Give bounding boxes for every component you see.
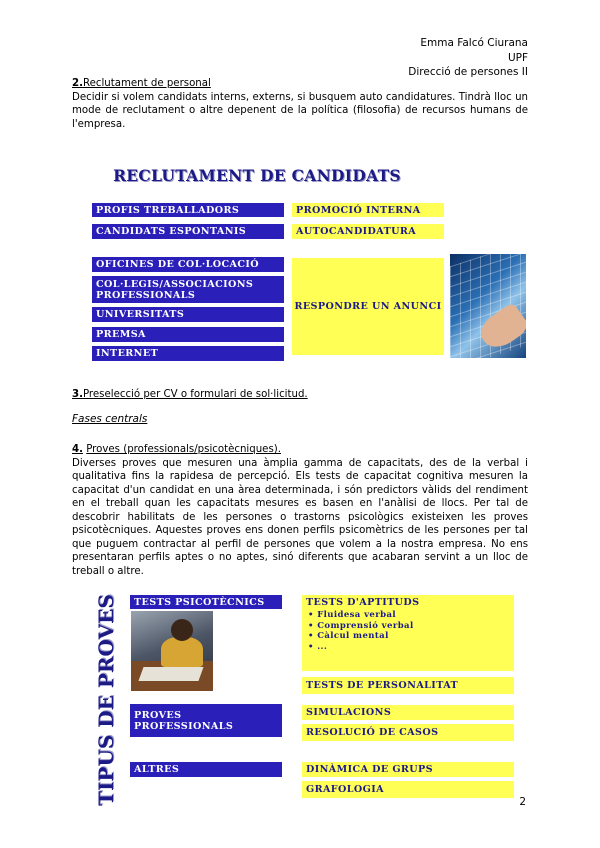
- document-header: [408, 36, 528, 80]
- aptituds-title: TESTS D'APTITUDS: [306, 597, 420, 608]
- yellow-box-dinamica: DINÀMICA DE GRUPS: [302, 762, 514, 777]
- yellow-box-grafologia: GRAFOLOGIA: [302, 781, 514, 798]
- section-2-number: 2.: [72, 78, 83, 89]
- blue-box-col-legis: COL·LEGIS/ASSOCIACIONS PROFESSIONALS: [92, 276, 284, 303]
- yellow-box-respondre: RESPONDRE UN ANUNCI: [292, 258, 444, 355]
- course-name: Direcció de persones II: [408, 66, 528, 78]
- blue-box-oficines: OFICINES DE COL·LOCACIÓ: [92, 257, 284, 272]
- yellow-box-personalitat: TESTS DE PERSONALITAT: [302, 677, 514, 694]
- section-4-title: Proves (professionals/psicotècniques).: [86, 444, 281, 455]
- section-4: [72, 443, 528, 578]
- pointing-hand-image: [450, 254, 526, 358]
- section-2-text: Decidir si volem candidats interns, externs, si busquem auto candidatures. Tindrà lloc un mode de reclutament o altre depenent de la política (filosofia) de recursos humans de l'empresa.: [72, 91, 528, 130]
- section-2-title: Reclutament de personal: [82, 78, 211, 89]
- section-4-heading: [72, 443, 528, 457]
- blue-box-tests-psicotecnics: TESTS PSICOTÈCNICS: [130, 595, 282, 609]
- person-body-shape: [161, 637, 203, 667]
- aptituds-list-item: • Fluidesa verbal: [308, 610, 414, 621]
- blue-box-premsa: PREMSA: [92, 327, 284, 342]
- vertical-title-wrapper: [86, 594, 126, 806]
- yellow-box-simulacions: SIMULACIONS: [302, 705, 514, 720]
- blue-box-internet: INTERNET: [92, 346, 284, 361]
- blue-box-proves-professionals: PROVES PROFESSIONALS: [130, 704, 282, 737]
- aptituds-list: [306, 610, 414, 652]
- institution: UPF: [507, 51, 528, 64]
- blue-box-altres: ALTRES: [130, 762, 282, 777]
- blue-box-candidats: CANDIDATS ESPONTANIS: [92, 224, 284, 239]
- section-3: [72, 388, 528, 402]
- paper-shape: [138, 667, 203, 681]
- phases-subtitle: Fases centrals: [72, 413, 148, 425]
- yellow-box-resolucio: RESOLUCIÓ DE CASOS: [302, 724, 514, 741]
- aptituds-list-item: • ...: [308, 642, 414, 653]
- person-head-shape: [171, 619, 193, 641]
- section-3-title: Preselecció per CV o formulari de sol·licitud.: [82, 389, 308, 400]
- author-name: Emma Falcó Ciurana: [420, 37, 528, 49]
- section-3-number: 3.: [72, 389, 83, 400]
- aptituds-list-item: • Càlcul mental: [308, 631, 414, 642]
- test-taker-image: [131, 611, 213, 691]
- blue-box-profis: PROFIS TREBALLADORS: [92, 203, 284, 217]
- section-3-heading: [72, 388, 528, 402]
- blue-box-universitats: UNIVERSITATS: [92, 307, 284, 322]
- section-4-number: 4.: [72, 444, 83, 455]
- page-number: 2: [519, 796, 526, 808]
- recruitment-diagram-title: RECLUTAMENT DE CANDIDATS: [113, 166, 401, 185]
- section-2-heading: [72, 77, 528, 91]
- test-types-vertical-title: TIPUS DE PROVES: [94, 594, 118, 806]
- aptituds-list-item: • Comprensió verbal: [308, 621, 414, 632]
- yellow-box-promocio: PROMOCIÓ INTERNA: [292, 203, 444, 217]
- yellow-box-autocandidatura: AUTOCANDIDATURA: [292, 224, 444, 239]
- yellow-box-aptituds: [302, 595, 514, 671]
- section-2: [72, 77, 528, 131]
- section-4-text: Diverses proves que mesuren una àmplia gamma de capacitats, des de la verbal i qualitativa fins la rapidesa de percepció. Els tests de capacitat cognitiva mesuren la capacitat d'un candidat en una àrea determinada, i són predictors vàlids del rendiment en el treball quan les capacitats mesures es basen en l'anàlisi de llocs. Per tal de descobrir habilitats de les persones o trastorns psicològics existeixen les proves psicotècniques. Aquestes proves ens donen perfils psicomètrics de les persones per tal que puguem contractar al perfil de persones que volem a la nostra empresa. No ens presentaran perfils aptes o no aptes, sinó diferents que acabaran servint a un lloc de treball o altre.: [72, 457, 528, 577]
